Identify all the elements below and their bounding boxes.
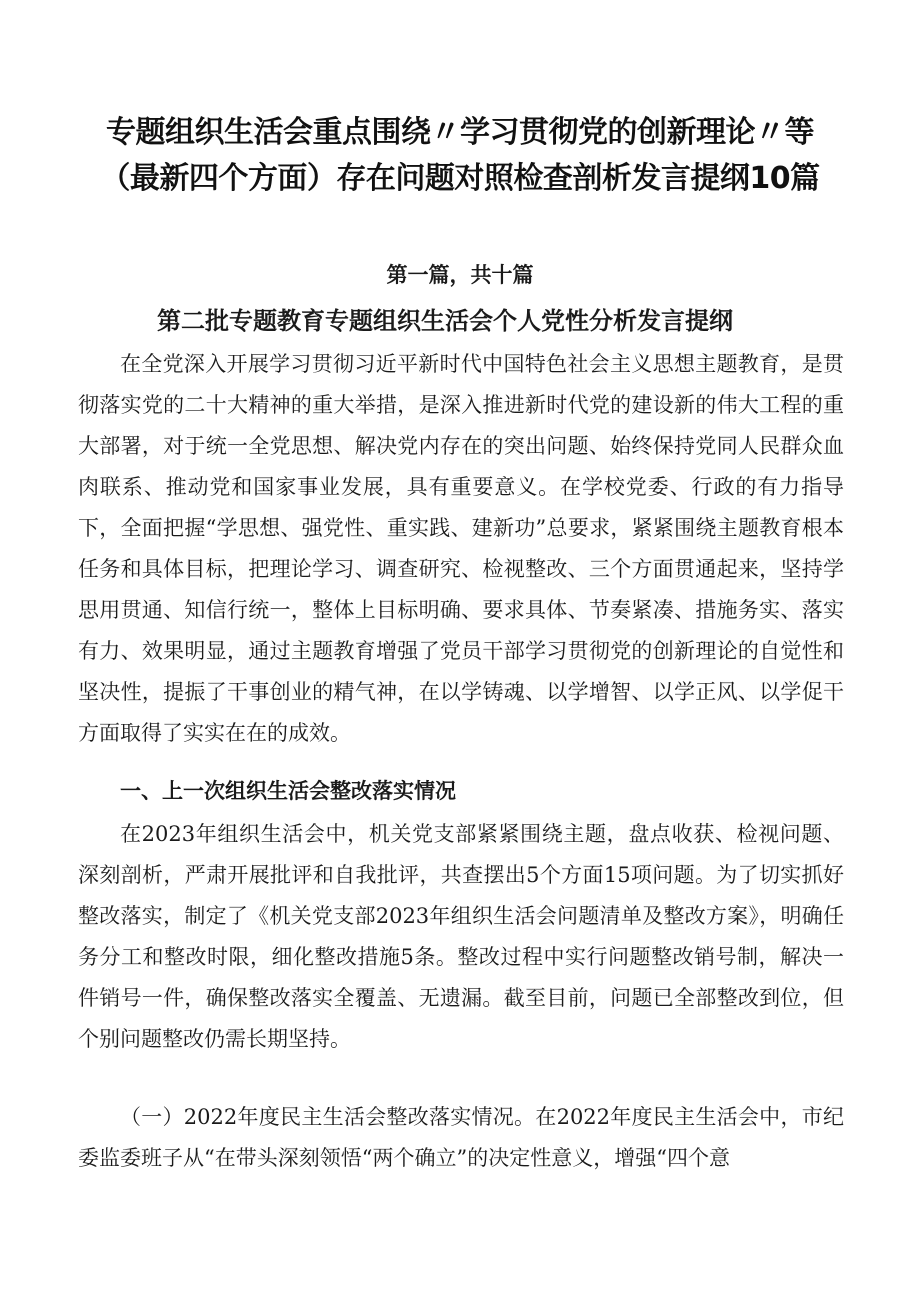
document-title-line-2: （最新四个方面）存在问题对照检查剖析发言提纲10篇 (100, 161, 820, 196)
section-heading-1: 一、上一次组织生活会整改落实情况 (120, 779, 456, 803)
body-paragraph-3: （一）2022年度民主生活会整改落实情况。在2022年度民主生活会中，市纪委监委班子从“在带头深刻领悟“两个确立”的决定性意义，增强“四个意 (78, 1105, 844, 1170)
article-title: 第二批专题教育专题组织生活会个人党性分析发言提纲 (157, 307, 733, 335)
document-title-line-1: 专题组织生活会重点围绕〃学习贯彻党的创新理论〃等 (106, 115, 814, 150)
body-paragraph-2: 在2023年组织生活会中，机关党支部紧紧围绕主题，盘点收获、检视问题、深刻剖析，严肃开展批评和自我批评，共查摆出5个方面15项问题。为了切实抓好整改落实，制定了《机关党支部2023年组织生活会问题清单及整改方案》，明确任务分工和整改时限，细化整改措施5条。整改过程中实行问题整改销号制，解决一件销号一件，确保整改落实全覆盖、无遗漏。截至目前，问题已全部整改到位，但个别问题整改仍需长期坚持。 (78, 822, 844, 1051)
body-paragraph-1: 在全党深入开展学习贯彻习近平新时代中国特色社会主义思想主题教育，是贯彻落实党的二十大精神的重大举措，是深入推进新时代党的建设新的伟大工程的重大部署，对于统一全党思想、解决党内存在的突出问题、始终保持党同人民群众血肉联系、推动党和国家事业发展，具有重要意义。在学校党委、行政的有力指导下，全面把握“学思想、强党性、重实践、建新功”总要求，紧紧围绕主题教育根本任务和具体目标，把理论学习、调查研究、检视整改、三个方面贯通起来，坚持学思用贯通、知信行统一，整体上目标明确、要求具体、节奏紧凑、措施务实、落实有力、效果明显，通过主题教育增强了党员干部学习贯彻党的创新理论的自觉性和坚决性，提振了干事创业的精气神，在以学铸魂、以学增智、以学正风、以学促干方面取得了实实在在的成效。 (78, 352, 844, 745)
section-label: 第一篇，共十篇 (386, 263, 534, 287)
